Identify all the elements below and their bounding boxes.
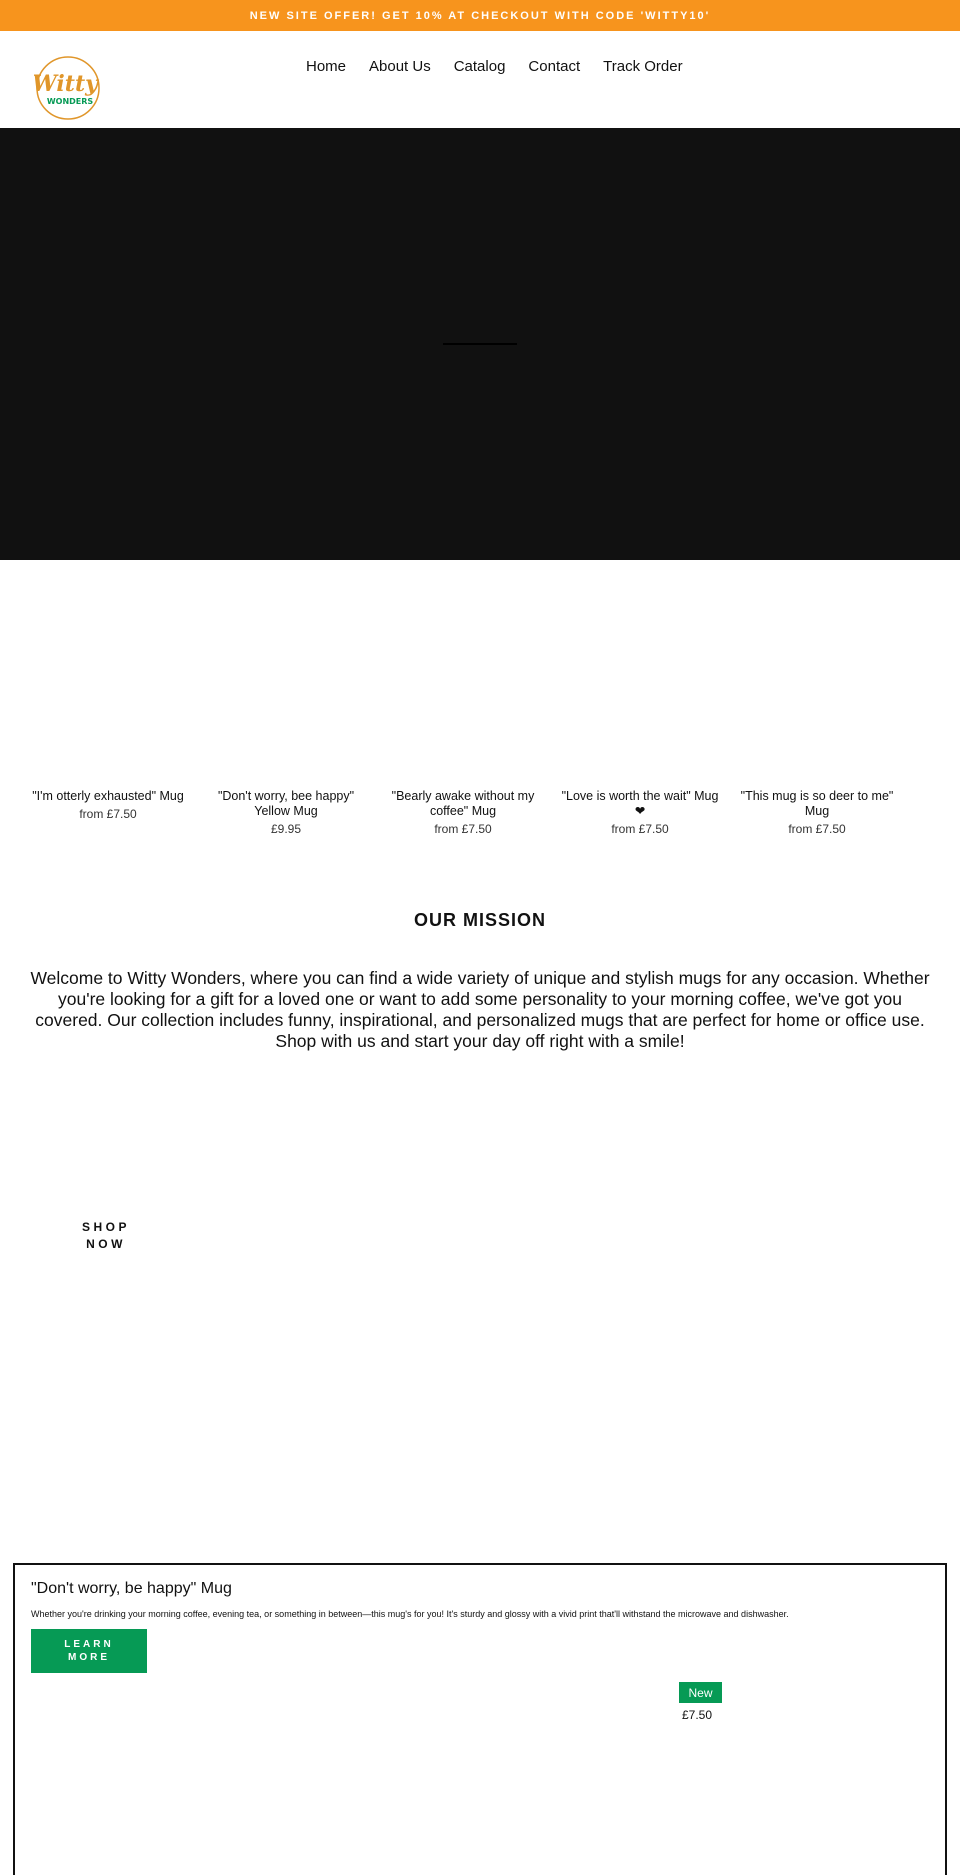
product-title: "I'm otterly exhausted" Mug [32,789,184,803]
product-price: £9.95 [270,822,302,836]
product-card[interactable] [23,789,193,822]
featured-title: "Don't worry, be happy" Mug [31,1580,232,1597]
product-price: from £7.50 [611,822,669,836]
site-logo[interactable] [34,54,102,122]
product-card[interactable] [378,789,548,837]
product-grid [0,560,960,850]
product-title: "Bearly awake without my coffee" Mug [391,789,535,818]
featured-price: £7.50 [682,1708,713,1722]
featured-product [13,1563,947,1875]
nav-contact[interactable]: Contact [528,58,581,75]
product-card[interactable] [201,789,371,837]
featured-description: Whether you're drinking your morning coffee, evening tea, or something in between—this mug's for you! It's sturdy and glossy with a vivid print that'll withstand the microwave and dishwasher. [31,1609,789,1619]
nav-track-order[interactable]: Track Order [603,58,683,75]
mission-section [0,910,960,1051]
mission-text: Welcome to Witty Wonders, where you can find a wide variety of unique and stylish mugs for any occasion. Whether you're looking for a gift for a loved one or want to add some personality to your morning coffee, we've got you covered. Our collection includes funny, inspirational, and personalized mugs that are perfect for home or office use. Shop with us and start your day off right with a smile! [30,968,930,1051]
product-card[interactable] [732,789,902,837]
shop-now-button[interactable]: SHOP NOW [81,1220,130,1251]
product-card[interactable] [555,789,725,837]
new-badge: New [679,1682,722,1703]
learn-more-label: LEARN MORE [64,1639,114,1663]
logo-text-bottom: WONDERS [46,97,94,106]
main-nav [306,58,706,75]
learn-more-button[interactable] [31,1629,147,1673]
product-price: from £7.50 [434,822,492,836]
nav-about-us[interactable]: About Us [369,58,431,75]
product-title: "Love is worth the wait" Mug ❤ [561,789,719,818]
hero-slideshow [0,128,960,560]
product-price: from £7.50 [788,822,846,836]
nav-home[interactable]: Home [306,58,347,75]
product-title: "This mug is so deer to me" Mug [740,789,894,818]
site-header [0,31,960,128]
nav-catalog[interactable]: Catalog [453,58,506,75]
announcement-text: NEW SITE OFFER! GET 10% AT CHECKOUT WITH CODE 'WITTY10' [249,9,711,22]
mission-heading: OUR MISSION [413,910,546,930]
logo-text-top: Witty [34,71,98,97]
hero-loading-indicator [443,343,517,345]
announcement-bar [0,0,960,31]
product-title: "Don't worry, bee happy" Yellow Mug [217,789,355,818]
product-price: from £7.50 [79,807,137,821]
